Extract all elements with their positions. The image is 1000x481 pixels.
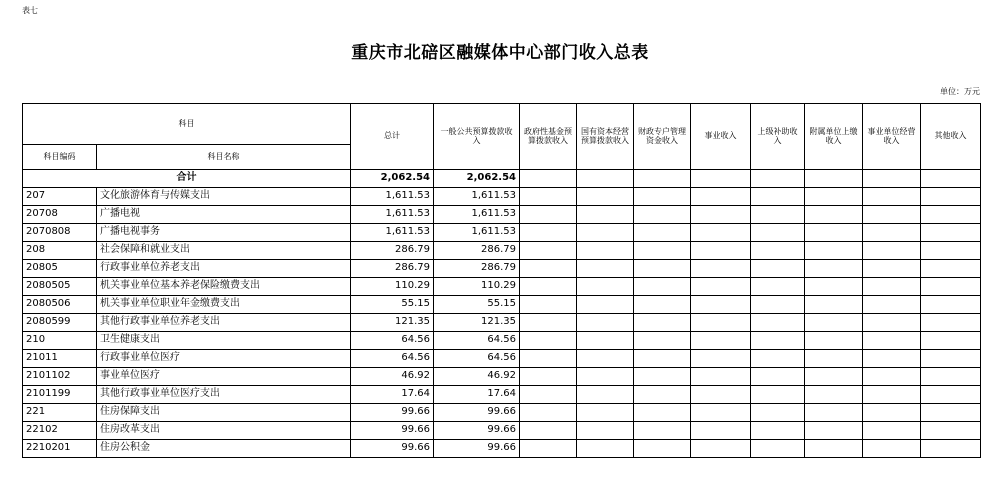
total-amount: 64.56 bbox=[351, 332, 434, 350]
general-budget-amount: 121.35 bbox=[434, 314, 520, 332]
empty-cell bbox=[691, 170, 751, 188]
empty-cell bbox=[921, 332, 981, 350]
table-number: 表七 bbox=[22, 6, 38, 15]
general-budget-amount: 46.92 bbox=[434, 368, 520, 386]
empty-cell bbox=[520, 332, 577, 350]
empty-cell bbox=[520, 188, 577, 206]
empty-cell bbox=[634, 188, 691, 206]
empty-cell bbox=[520, 242, 577, 260]
header-business: 事业收入 bbox=[691, 104, 751, 170]
general-budget-amount: 55.15 bbox=[434, 296, 520, 314]
empty-cell bbox=[805, 242, 863, 260]
subject-name: 广播电视事务 bbox=[97, 224, 351, 242]
subject-code: 22102 bbox=[23, 422, 97, 440]
empty-cell bbox=[805, 314, 863, 332]
empty-cell bbox=[577, 188, 634, 206]
empty-cell bbox=[805, 188, 863, 206]
total-amount: 46.92 bbox=[351, 368, 434, 386]
general-budget-amount: 1,611.53 bbox=[434, 224, 520, 242]
empty-cell bbox=[921, 188, 981, 206]
table-row bbox=[23, 206, 981, 224]
total-amount: 99.66 bbox=[351, 422, 434, 440]
general-budget-amount: 99.66 bbox=[434, 422, 520, 440]
subject-name: 卫生健康支出 bbox=[97, 332, 351, 350]
empty-cell bbox=[805, 206, 863, 224]
header-fiscal-special: 财政专户管理资金收入 bbox=[634, 104, 691, 170]
table-row bbox=[23, 188, 981, 206]
empty-cell bbox=[691, 242, 751, 260]
empty-cell bbox=[520, 260, 577, 278]
empty-cell bbox=[634, 224, 691, 242]
subject-code: 2101199 bbox=[23, 386, 97, 404]
total-amount: 99.66 bbox=[351, 440, 434, 458]
empty-cell bbox=[634, 440, 691, 458]
empty-cell bbox=[577, 296, 634, 314]
empty-cell bbox=[921, 386, 981, 404]
empty-cell bbox=[520, 422, 577, 440]
total-amount: 1,611.53 bbox=[351, 206, 434, 224]
general-budget-amount: 1,611.53 bbox=[434, 188, 520, 206]
subject-code: 208 bbox=[23, 242, 97, 260]
page-title: 重庆市北碚区融媒体中心部门收入总表 bbox=[351, 43, 649, 63]
table-row bbox=[23, 260, 981, 278]
table-row bbox=[23, 422, 981, 440]
empty-cell bbox=[691, 260, 751, 278]
table-row bbox=[23, 368, 981, 386]
empty-cell bbox=[863, 314, 921, 332]
general-budget-amount: 64.56 bbox=[434, 332, 520, 350]
empty-cell bbox=[751, 224, 805, 242]
table-row bbox=[23, 296, 981, 314]
header-total: 总计 bbox=[351, 104, 434, 170]
total-amount: 55.15 bbox=[351, 296, 434, 314]
empty-cell bbox=[805, 260, 863, 278]
empty-cell bbox=[751, 422, 805, 440]
empty-cell bbox=[805, 350, 863, 368]
subject-name: 行政事业单位医疗 bbox=[97, 350, 351, 368]
subject-name: 住房改革支出 bbox=[97, 422, 351, 440]
empty-cell bbox=[863, 224, 921, 242]
table-row bbox=[23, 242, 981, 260]
empty-cell bbox=[863, 332, 921, 350]
subject-name: 机关事业单位基本养老保险缴费支出 bbox=[97, 278, 351, 296]
empty-cell bbox=[921, 224, 981, 242]
total-amount: 286.79 bbox=[351, 242, 434, 260]
empty-cell bbox=[691, 368, 751, 386]
subject-name: 其他行政事业单位医疗支出 bbox=[97, 386, 351, 404]
total-row bbox=[23, 170, 981, 188]
total-amount: 286.79 bbox=[351, 260, 434, 278]
empty-cell bbox=[577, 224, 634, 242]
empty-cell bbox=[577, 332, 634, 350]
empty-cell bbox=[805, 368, 863, 386]
subject-code: 2080599 bbox=[23, 314, 97, 332]
empty-cell bbox=[691, 440, 751, 458]
subject-code: 2101102 bbox=[23, 368, 97, 386]
table-row bbox=[23, 404, 981, 422]
empty-cell bbox=[921, 404, 981, 422]
empty-cell bbox=[520, 314, 577, 332]
empty-cell bbox=[921, 242, 981, 260]
empty-cell bbox=[863, 260, 921, 278]
empty-cell bbox=[805, 386, 863, 404]
header-gov-fund: 政府性基金预算拨款收入 bbox=[520, 104, 577, 170]
subject-name: 住房保障支出 bbox=[97, 404, 351, 422]
empty-cell bbox=[520, 206, 577, 224]
empty-cell bbox=[691, 224, 751, 242]
empty-cell bbox=[691, 404, 751, 422]
table-row bbox=[23, 350, 981, 368]
general-budget-amount: 99.66 bbox=[434, 440, 520, 458]
total-general-budget: 2,062.54 bbox=[434, 170, 520, 188]
empty-cell bbox=[805, 404, 863, 422]
empty-cell bbox=[751, 296, 805, 314]
subject-name: 其他行政事业单位养老支出 bbox=[97, 314, 351, 332]
empty-cell bbox=[751, 170, 805, 188]
general-budget-amount: 286.79 bbox=[434, 242, 520, 260]
subject-name: 广播电视 bbox=[97, 206, 351, 224]
empty-cell bbox=[520, 386, 577, 404]
empty-cell bbox=[863, 170, 921, 188]
subject-name: 事业单位医疗 bbox=[97, 368, 351, 386]
empty-cell bbox=[520, 404, 577, 422]
general-budget-amount: 64.56 bbox=[434, 350, 520, 368]
empty-cell bbox=[577, 170, 634, 188]
subject-code: 21011 bbox=[23, 350, 97, 368]
income-table bbox=[22, 103, 981, 458]
empty-cell bbox=[577, 242, 634, 260]
empty-cell bbox=[863, 296, 921, 314]
empty-cell bbox=[863, 350, 921, 368]
empty-cell bbox=[634, 170, 691, 188]
subject-code: 2080505 bbox=[23, 278, 97, 296]
empty-cell bbox=[634, 296, 691, 314]
empty-cell bbox=[751, 314, 805, 332]
empty-cell bbox=[751, 332, 805, 350]
general-budget-amount: 1,611.53 bbox=[434, 206, 520, 224]
total-amount: 110.29 bbox=[351, 278, 434, 296]
empty-cell bbox=[520, 368, 577, 386]
empty-cell bbox=[921, 422, 981, 440]
empty-cell bbox=[577, 404, 634, 422]
subject-name: 社会保障和就业支出 bbox=[97, 242, 351, 260]
empty-cell bbox=[921, 440, 981, 458]
empty-cell bbox=[921, 206, 981, 224]
empty-cell bbox=[577, 440, 634, 458]
general-budget-amount: 17.64 bbox=[434, 386, 520, 404]
empty-cell bbox=[751, 386, 805, 404]
empty-cell bbox=[691, 422, 751, 440]
table-row bbox=[23, 332, 981, 350]
empty-cell bbox=[751, 260, 805, 278]
header-general-budget: 一般公共预算拨款收入 bbox=[434, 104, 520, 170]
subject-code: 210 bbox=[23, 332, 97, 350]
subject-name: 文化旅游体育与传媒支出 bbox=[97, 188, 351, 206]
empty-cell bbox=[751, 350, 805, 368]
general-budget-amount: 99.66 bbox=[434, 404, 520, 422]
subject-name: 行政事业单位养老支出 bbox=[97, 260, 351, 278]
empty-cell bbox=[634, 350, 691, 368]
empty-cell bbox=[577, 314, 634, 332]
empty-cell bbox=[751, 368, 805, 386]
unit-label: 单位：万元 bbox=[940, 87, 980, 96]
empty-cell bbox=[577, 386, 634, 404]
empty-cell bbox=[863, 386, 921, 404]
empty-cell bbox=[634, 332, 691, 350]
empty-cell bbox=[863, 404, 921, 422]
empty-cell bbox=[691, 332, 751, 350]
empty-cell bbox=[691, 188, 751, 206]
subject-name: 住房公积金 bbox=[97, 440, 351, 458]
empty-cell bbox=[863, 188, 921, 206]
total-amount: 1,611.53 bbox=[351, 224, 434, 242]
total-amount: 64.56 bbox=[351, 350, 434, 368]
subject-code: 2070808 bbox=[23, 224, 97, 242]
empty-cell bbox=[634, 278, 691, 296]
empty-cell bbox=[805, 278, 863, 296]
total-amount: 99.66 bbox=[351, 404, 434, 422]
empty-cell bbox=[691, 296, 751, 314]
empty-cell bbox=[691, 386, 751, 404]
empty-cell bbox=[921, 296, 981, 314]
empty-cell bbox=[863, 242, 921, 260]
header-name: 科目名称 bbox=[97, 145, 351, 170]
empty-cell bbox=[805, 170, 863, 188]
empty-cell bbox=[751, 278, 805, 296]
empty-cell bbox=[691, 350, 751, 368]
general-budget-amount: 110.29 bbox=[434, 278, 520, 296]
header-operating: 事业单位经营收入 bbox=[863, 104, 921, 170]
empty-cell bbox=[520, 296, 577, 314]
empty-cell bbox=[520, 170, 577, 188]
empty-cell bbox=[634, 206, 691, 224]
empty-cell bbox=[863, 278, 921, 296]
total-label: 合计 bbox=[23, 170, 351, 188]
table-row bbox=[23, 440, 981, 458]
subject-name: 机关事业单位职业年金缴费支出 bbox=[97, 296, 351, 314]
empty-cell bbox=[751, 206, 805, 224]
empty-cell bbox=[863, 368, 921, 386]
empty-cell bbox=[577, 422, 634, 440]
empty-cell bbox=[863, 440, 921, 458]
subject-code: 20805 bbox=[23, 260, 97, 278]
table-row bbox=[23, 278, 981, 296]
empty-cell bbox=[577, 278, 634, 296]
empty-cell bbox=[520, 224, 577, 242]
empty-cell bbox=[634, 368, 691, 386]
empty-cell bbox=[691, 314, 751, 332]
subject-code: 221 bbox=[23, 404, 97, 422]
empty-cell bbox=[520, 440, 577, 458]
empty-cell bbox=[921, 260, 981, 278]
empty-cell bbox=[634, 260, 691, 278]
empty-cell bbox=[921, 314, 981, 332]
total-amount: 17.64 bbox=[351, 386, 434, 404]
header-state-capital: 国有资本经营预算拨款收入 bbox=[577, 104, 634, 170]
empty-cell bbox=[751, 188, 805, 206]
header-code: 科目编码 bbox=[23, 145, 97, 170]
empty-cell bbox=[921, 278, 981, 296]
empty-cell bbox=[634, 314, 691, 332]
general-budget-amount: 286.79 bbox=[434, 260, 520, 278]
subject-code: 2210201 bbox=[23, 440, 97, 458]
empty-cell bbox=[921, 350, 981, 368]
empty-cell bbox=[863, 206, 921, 224]
empty-cell bbox=[634, 404, 691, 422]
table-row bbox=[23, 224, 981, 242]
empty-cell bbox=[577, 206, 634, 224]
empty-cell bbox=[921, 368, 981, 386]
empty-cell bbox=[805, 224, 863, 242]
empty-cell bbox=[691, 206, 751, 224]
empty-cell bbox=[751, 404, 805, 422]
empty-cell bbox=[634, 422, 691, 440]
table-row bbox=[23, 386, 981, 404]
empty-cell bbox=[577, 368, 634, 386]
table-row bbox=[23, 314, 981, 332]
header-other: 其他收入 bbox=[921, 104, 981, 170]
empty-cell bbox=[805, 296, 863, 314]
empty-cell bbox=[805, 440, 863, 458]
empty-cell bbox=[751, 242, 805, 260]
total-amount: 1,611.53 bbox=[351, 188, 434, 206]
empty-cell bbox=[634, 386, 691, 404]
subject-code: 207 bbox=[23, 188, 97, 206]
header-subject: 科目 bbox=[23, 104, 351, 145]
subject-code: 20708 bbox=[23, 206, 97, 224]
subject-code: 2080506 bbox=[23, 296, 97, 314]
header-affiliate: 附属单位上缴收入 bbox=[805, 104, 863, 170]
empty-cell bbox=[577, 350, 634, 368]
empty-cell bbox=[520, 278, 577, 296]
empty-cell bbox=[921, 170, 981, 188]
empty-cell bbox=[634, 242, 691, 260]
empty-cell bbox=[863, 422, 921, 440]
total-amount: 121.35 bbox=[351, 314, 434, 332]
empty-cell bbox=[751, 440, 805, 458]
total-amount: 2,062.54 bbox=[351, 170, 434, 188]
empty-cell bbox=[805, 332, 863, 350]
empty-cell bbox=[805, 422, 863, 440]
empty-cell bbox=[577, 260, 634, 278]
header-superior-subsidy: 上级补助收入 bbox=[751, 104, 805, 170]
empty-cell bbox=[520, 350, 577, 368]
empty-cell bbox=[691, 278, 751, 296]
